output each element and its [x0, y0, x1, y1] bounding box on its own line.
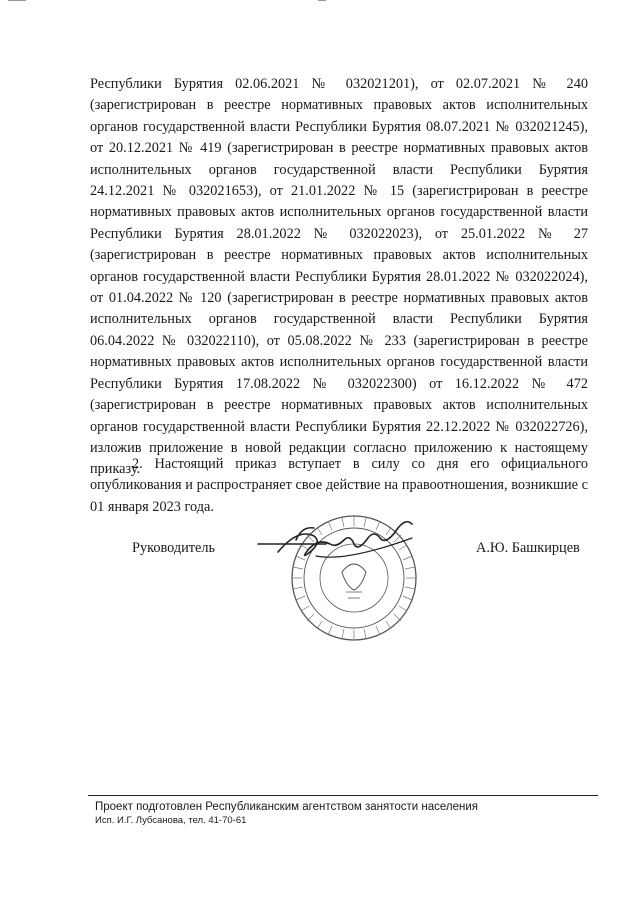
footer-prepared-by: Проект подготовлен Республиканским агентством занятости населения — [95, 801, 478, 813]
continuation-paragraph: Республики Бурятия 02.06.2021 № 032021201), от 02.07.2021 № 240 (зарегистрирован в реестре нормативных правовых актов исполнительных органов государственной власти Республики Бурятия 08.07.2021 № 032021245), от 20.12.2021 № 419 (зарегистрирован в реестре нормативных правовых актов исполнительных органов государственной власти Республики Бурятия 24.12.2021 № 032021653), от 21.01.2022 № 15 (зарегистрирован в реестре нормативных правовых актов исполнительных органов государственной власти Республики Бурятия 28.01.2022 № 032022023), от 25.01.2022 № 27 (зарегистрирован в реестре нормативных правовых актов исполнительных органов государственной власти Республики Бурятия 28.01.2022 № 032022024), от 01.04.2022 № 120 (зарегистрирован в реестре нормативных правовых актов исполнительных органов государственной власти Республики Бурятия 06.04.2022 № 032022110), от 05.08.2022 № 233 (зарегистрирован в реестре нормативных правовых актов исполнительных органов государственной власти Республики Бурятия 17.08.2022 № 032022300) от 16.12.2022 № 472 (зарегистрирован в реестре нормативных правовых актов исполнительных органов государственной власти Республики Бурятия 22.12.2022 № 032022726), изложив приложение в новой редакции согласно приложению к настоящему приказу. — [90, 76, 588, 478]
clause-2-paragraph: 2. Настоящий приказ вступает в силу со дня его официального опубликования и распространяет свое действие на правоотношения, возникшие с 01 января 2023 года. — [90, 456, 588, 515]
official-seal-with-signature-icon — [256, 500, 446, 650]
footer-divider — [88, 795, 598, 796]
scan-artifact — [8, 0, 26, 1]
signer-name: А.Ю. Башкирцев — [476, 540, 580, 556]
scan-artifact — [318, 0, 326, 1]
footer-executor: Исп. И.Г. Лубсанова, тел. 41-70-61 — [95, 815, 247, 826]
signer-title: Руководитель — [132, 540, 216, 556]
